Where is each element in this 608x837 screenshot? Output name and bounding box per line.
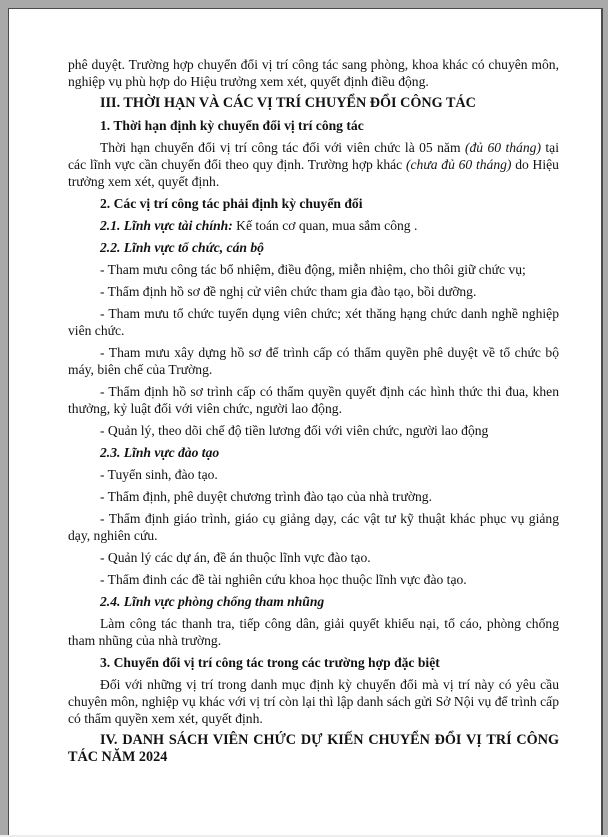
subsection-2-1-paragraph <box>68 217 559 234</box>
subsection-3-heading: 3. Chuyển đổi vị trí công tác trong các trường hợp đặc biệt <box>100 655 440 670</box>
document-page <box>8 8 603 837</box>
text: tại các lĩnh vực cần chuyển đổi theo quy định. Trường hợp khác <box>68 140 559 172</box>
subsection-2-heading: 2. Các vị trí công tác phải định kỳ chuyển đổi <box>100 196 363 211</box>
section-4-heading: IV. DANH SÁCH VIÊN CHỨC DỰ KIẾN CHUYỂN ĐỔI VỊ TRÍ CÔNG TÁC NĂM 2024 <box>68 732 559 765</box>
subsection-2-4-paragraph: Làm công tác thanh tra, tiếp công dân, giải quyết khiếu nại, tố cáo, phòng chống tham nhũng của nhà trường. <box>68 616 559 648</box>
list-item: - Thẩm định hồ sơ đề nghị cử viên chức tham gia đào tạo, bồi dưỡng. <box>100 284 477 299</box>
list-item: - Quản lý các dự án, đề án thuộc lĩnh vực đào tạo. <box>100 550 371 565</box>
intro-paragraph: phê duyệt. Trường hợp chuyển đổi vị trí công tác sang phòng, khoa khác có chuyên môn, nghiệp vụ phù hợp do Hiệu trưởng xem xét, quyết định điều động. <box>68 57 559 89</box>
list-item: - Thẩm đinh các đề tài nghiên cứu khoa học thuộc lĩnh vực đào tạo. <box>100 572 467 587</box>
list-item: - Tham mưu công tác bổ nhiệm, điều động, miễn nhiệm, cho thôi giữ chức vụ; <box>100 262 526 277</box>
subsection-1-paragraph <box>68 139 559 190</box>
list-item: - Thẩm định hồ sơ trình cấp có thẩm quyền quyết định các hình thức thi đua, khen thưởng, kỷ luật đối với viên chức, người lao động. <box>68 384 559 416</box>
subsection-2-2-heading: 2.2. Lĩnh vực tổ chức, cán bộ <box>100 240 264 255</box>
list-item: - Tuyển sinh, đào tạo. <box>100 467 218 482</box>
subsection-1-heading: 1. Thời hạn định kỳ chuyển đổi vị trí công tác <box>100 118 364 133</box>
list-item: - Thẩm định giáo trình, giáo cụ giảng dạy, các vật tư kỹ thuật khác phục vụ giảng dạy, nghiên cứu. <box>68 511 559 543</box>
list-item: - Tham mưu xây dựng hồ sơ để trình cấp có thẩm quyền phê duyệt về tổ chức bộ máy, biên chế của Trường. <box>68 345 559 377</box>
document-body <box>68 56 559 766</box>
subsection-2-1-label: 2.1. Lĩnh vực tài chính: <box>100 218 233 233</box>
italic-note: (chưa đủ 60 tháng) <box>405 157 512 172</box>
list-item: - Quản lý, theo dõi chế độ tiền lương đối với viên chức, người lao động <box>100 423 489 438</box>
subsection-3-paragraph: Đối với những vị trí trong danh mục định kỳ chuyển đổi mà vị trí này có yêu cầu chuyên môn, nghiệp vụ khác với vị trí còn lại thì lập danh sách gửi Sở Nội vụ để trình cấp có thẩm quyền xem xét, quyết định. <box>68 677 559 726</box>
section-3-heading: III. THỜI HẠN VÀ CÁC VỊ TRÍ CHUYỂN ĐỔI CÔNG TÁC <box>100 95 476 111</box>
subsection-2-4-heading: 2.4. Lĩnh vực phòng chống tham nhũng <box>100 594 325 609</box>
text: Thời hạn chuyển đổi vị trí công tác đối với viên chức là 05 năm <box>100 140 465 155</box>
list-item: - Thẩm định, phê duyệt chương trình đào tạo của nhà trường. <box>100 489 432 504</box>
text: Kế toán cơ quan, mua sắm công . <box>232 218 418 233</box>
list-item: - Tham mưu tổ chức tuyển dụng viên chức; xét thăng hạng chức danh nghề nghiệp viên chức. <box>68 306 559 338</box>
italic-note: (đủ 60 tháng) <box>464 140 541 155</box>
subsection-2-3-heading: 2.3. Lĩnh vực đào tạo <box>100 445 220 460</box>
text: do Hiệu trưởng xem xét, quyết định. <box>68 157 559 189</box>
